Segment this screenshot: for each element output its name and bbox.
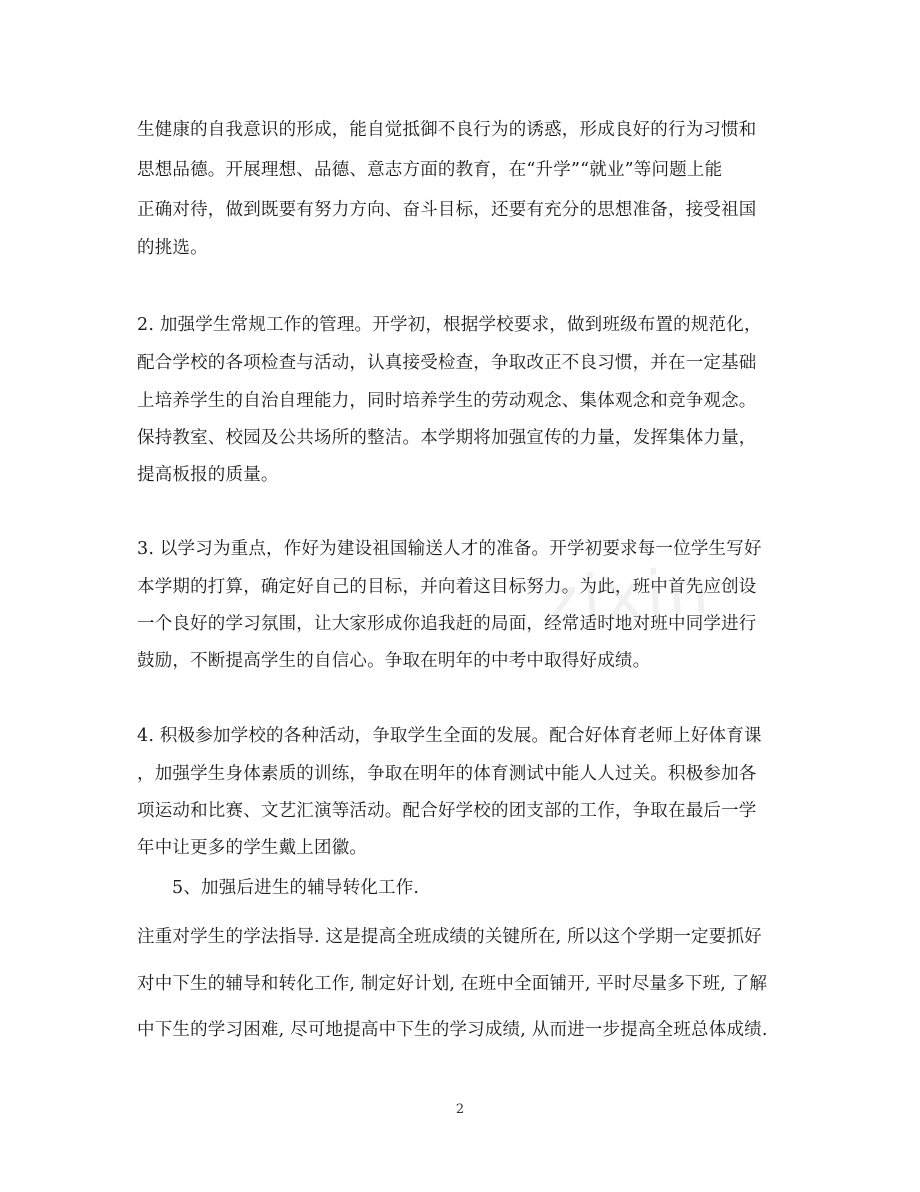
page-number: 2 bbox=[455, 1102, 465, 1117]
section-heading: 5、加强后进生的辅导转化工作. bbox=[172, 878, 420, 898]
paragraph-line: 中下生的学习困难, 尽可地提高中下生的学习成绩, 从而进一步提高全班总体成绩. bbox=[137, 1020, 768, 1040]
paragraph-line: 提高板报的质量。 bbox=[137, 465, 279, 485]
paragraph-line: 的挑选。 bbox=[137, 238, 208, 258]
paragraph-line: ，加强学生身体素质的训练，争取在明年的体育测试中能人人过关。积极参加各 bbox=[137, 764, 757, 784]
paragraph-line: 注重对学生的学法指导. 这是提高全班成绩的关键所在, 所以这个学期一定要抓好 bbox=[137, 927, 762, 947]
paragraph-line: 上培养学生的自治自理能力，同时培养学生的劳动观念、集体观念和竞争观念。 bbox=[137, 391, 757, 411]
paragraph-line: 思想品德。开展理想、品德、意志方面的教育，在“升学”“就业”等问题上能 bbox=[137, 160, 723, 180]
paragraph-line: 项运动和比赛、文艺汇演等活动。配合好学校的团支部的工作，争取在最后一学 bbox=[137, 801, 757, 821]
paragraph-line: 正确对待，做到既要有努力方向、奋斗目标，还要有充分的思想准备，接受祖国 bbox=[137, 200, 757, 220]
paragraph-line: 对中下生的辅导和转化工作, 制定好计划, 在班中全面铺开, 平时尽量多下班, 了解 bbox=[137, 974, 768, 994]
watermark: zixin bbox=[542, 554, 715, 640]
paragraph-line: 保持教室、校园及公共场所的整洁。本学期将加强宣传的力量，发挥集体力量， bbox=[137, 428, 757, 448]
paragraph-line: 一个良好的学习氛围，让大家形成你追我赶的局面，经常适时地对班中同学进行 bbox=[137, 614, 757, 634]
paragraph-line: 生健康的自我意识的形成，能自觉抵御不良行为的诱惑，形成良好的行为习惯和 bbox=[137, 120, 757, 140]
paragraph-line: 鼓励，不断提高学生的自信心。争取在明年的中考中取得好成绩。 bbox=[137, 651, 651, 671]
paragraph-line: 2. 加强学生常规工作的管理。开学初，根据学校要求，做到班级布置的规范化， bbox=[137, 315, 762, 335]
paragraph-line: 配合学校的各项检查与活动，认真接受检查，争取改正不良习惯，并在一定基础 bbox=[137, 353, 757, 373]
paragraph-line: 3. 以学习为重点，作好为建设祖国输送人才的准备。开学初要求每一位学生写好 bbox=[137, 539, 762, 559]
paragraph-line: 年中让更多的学生戴上团徽。 bbox=[137, 838, 368, 858]
paragraph-line: 4. 积极参加学校的各种活动，争取学生全面的发展。配合好体育老师上好体育课 bbox=[137, 726, 762, 746]
paragraph-line: 本学期的打算，确定好自己的目标，并向着这目标努力。为此，班中首先应创设 bbox=[137, 577, 757, 597]
